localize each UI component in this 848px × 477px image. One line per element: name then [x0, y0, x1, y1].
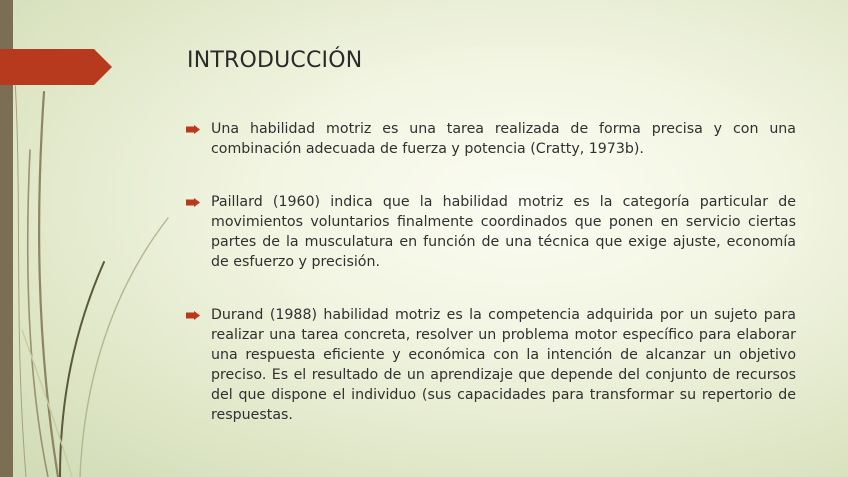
bullet-item	[186, 119, 796, 159]
bullet-item	[186, 192, 796, 272]
arrow-right-bullet-icon	[186, 311, 200, 320]
bullet-item	[186, 305, 796, 425]
title-arrow-banner	[0, 49, 112, 85]
arrow-right-bullet-icon	[186, 198, 200, 207]
bullet-text: Una habilidad motriz es una tarea realizada de forma precisa y con una combinación adecuada de fuerza y potencia (Cratty, 1973b).	[211, 121, 796, 157]
bullet-text: Durand (1988) habilidad motriz es la competencia adquirida por un sujeto para realizar una tarea concreta, resolver un problema motor específico para elaborar una respuesta eficiente y económica con la intención de alcanzar un objetivo preciso. Es el resultado de un aprendizaje que depende del conjunto de recursos del que dispone el individuo (sus capacidades para transformar su repertorio de respuestas.	[211, 307, 796, 423]
slide-title: INTRODUCCIÓN	[187, 48, 363, 73]
bullet-list	[186, 119, 796, 425]
arrow-right-bullet-icon	[186, 125, 200, 134]
bullet-text: Paillard (1960) indica que la habilidad motriz es la categoría particular de movimientos voluntarios finalmente coordinados que ponen en servicio ciertas partes de la musculatura en función de una técnica que exige ajuste, economía de esfuerzo y precisión.	[211, 194, 796, 270]
